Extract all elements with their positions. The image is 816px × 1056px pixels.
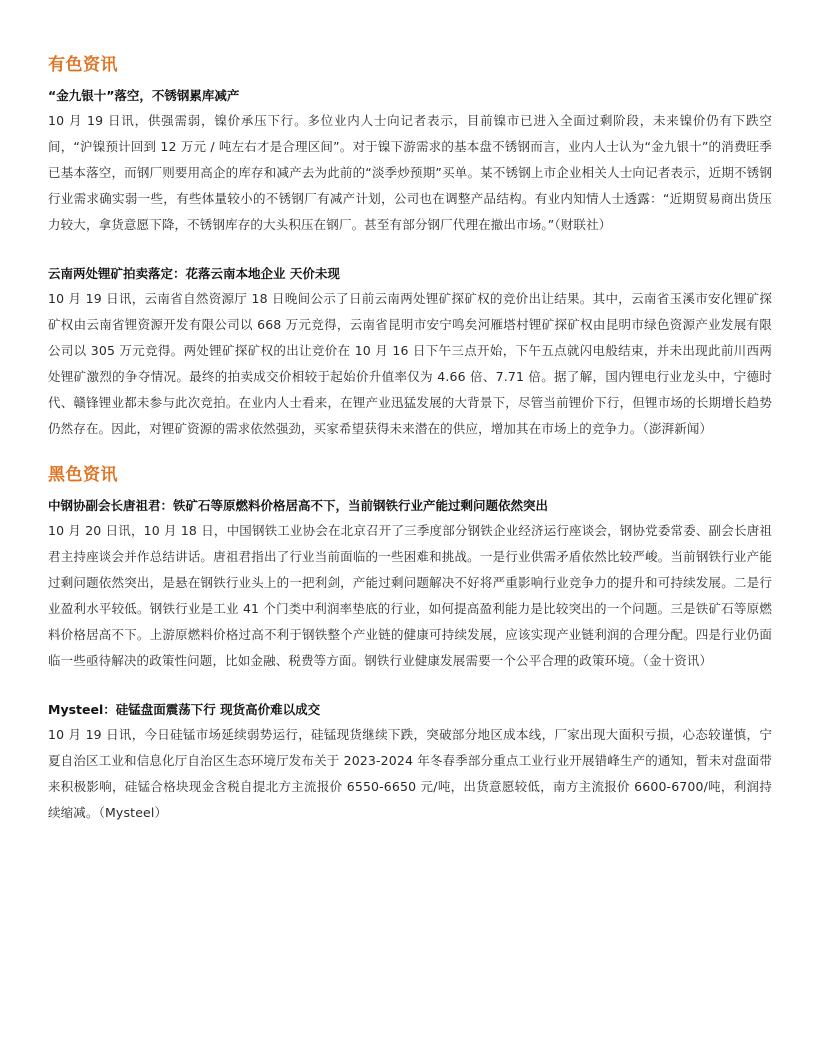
article-body: 10 月 19 日讯，云南省自然资源厅 18 日晚间公示了日前云南两处锂矿探矿权的竞价出让结果。其中，云南省玉溪市安化锂矿探矿权由云南省锂资源开发有限公司以 668 万元竞得，云南省昆明市安宁鸣矣河雁塔村锂矿探矿权由昆明市绿色资源产业发展有限公司以 305 万元竞得。两处锂矿探矿权的出让竞价在 10 月 16 日下午三点开始，下午五点就闪电般结束，并未出现此前川西两处锂矿激烈的争夺情况。最终的拍卖成交价相较于起始价升值率仅为 4.66 倍、7.71 倍。据了解，国内锂电行业龙头中，宁德时代、赣锋锂业都未参与此次竞拍。在业内人士看来，在锂产业迅猛发展的大背景下，尽管当前锂价下行，但锂市场的长期增长趋势仍然存在。因此，对锂矿资源的需求依然强劲，买家希望获得未来潜在的供应，增加其在市场上的竞争力。（澎湃新闻） <box>48 291 772 436</box>
section-title: 有色资讯 <box>48 55 118 75</box>
section-ferrous-news <box>48 462 772 826</box>
article-title: 中钢协副会长唐祖君：铁矿石等原燃料价格居高不下，当前钢铁行业产能过剩问题依然突出 <box>48 498 549 513</box>
article-stainless-steel <box>48 86 772 238</box>
article-silicon-manganese <box>48 700 772 826</box>
section-nonferrous-news <box>48 52 772 442</box>
section-title: 黑色资讯 <box>48 465 118 485</box>
article-title: Mysteel：硅锰盘面震荡下行 现货高价难以成交 <box>48 702 321 717</box>
article-lithium-auction <box>48 264 772 442</box>
article-body: 10 月 20 日讯，10 月 18 日，中国钢铁工业协会在北京召开了三季度部分钢铁企业经济运行座谈会，钢协党委常委、副会长唐祖君主持座谈会并作总结讲话。唐祖君指出了行业当前面临的一些困难和挑战。一是行业供需矛盾依然比较严峻。当前钢铁行业产能过剩问题依然突出，是悬在钢铁行业头上的一把利剑，产能过剩问题解决不好将严重影响行业竞争力的提升和可持续发展。二是行业盈利水平较低。钢铁行业是工业 41 个门类中利润率垫底的行业，如何提高盈利能力是比较突出的一个问题。三是铁矿石等原燃料价格居高不下。上游原燃料价格过高不利于钢铁整个产业链的健康可持续发展，应该实现产业链利润的合理分配。四是行业仍面临一些亟待解决的政策性问题，比如金融、税费等方面。钢铁行业健康发展需要一个公平合理的政策环境。（金十资讯） <box>48 523 772 668</box>
article-body: 10 月 19 日讯，今日硅锰市场延续弱势运行，硅锰现货继续下跌，突破部分地区成本线，厂家出现大面积亏损，心态较谨慎，宁夏自治区工业和信息化厅自治区生态环境厅发布关于 2023-2024 年冬春季部分重点工业行业开展错峰生产的通知，暂未对盘面带来积极影响，硅锰合格块现金含税自提北方主流报价 6550-6650 元/吨，出货意愿较低，南方主流报价 6600-6700/吨，利润持续缩减。（Mysteel） <box>48 727 772 820</box>
news-page <box>48 52 772 826</box>
article-steel-association <box>48 496 772 674</box>
article-title: “金九银十”落空，不锈钢累库减产 <box>48 88 240 103</box>
article-title: 云南两处锂矿拍卖落定：花落云南本地企业 天价未现 <box>48 266 340 281</box>
article-body: 10 月 19 日讯，供强需弱，镍价承压下行。多位业内人士向记者表示，目前镍市已进入全面过剩阶段，未来镍价仍有下跌空间，“沪镍预计回到 12 万元 / 吨左右才是合理区间”。对于镍下游需求的基本盘不锈钢而言，业内人士认为“金九银十”的消费旺季已基本落空，而钢厂则要用高企的库存和减产去为此前的“淡季炒预期”买单。某不锈钢上市企业相关人士向记者表示，近期不锈钢行业需求确实弱一些，有些体量较小的不锈钢厂有减产计划，公司也在调整产品结构。有业内知情人士透露：“近期贸易商出货压力较大，拿货意愿下降，不锈钢库存的大头积压在钢厂。甚至有部分钢厂代理在撤出市场。”（财联社） <box>48 113 772 232</box>
